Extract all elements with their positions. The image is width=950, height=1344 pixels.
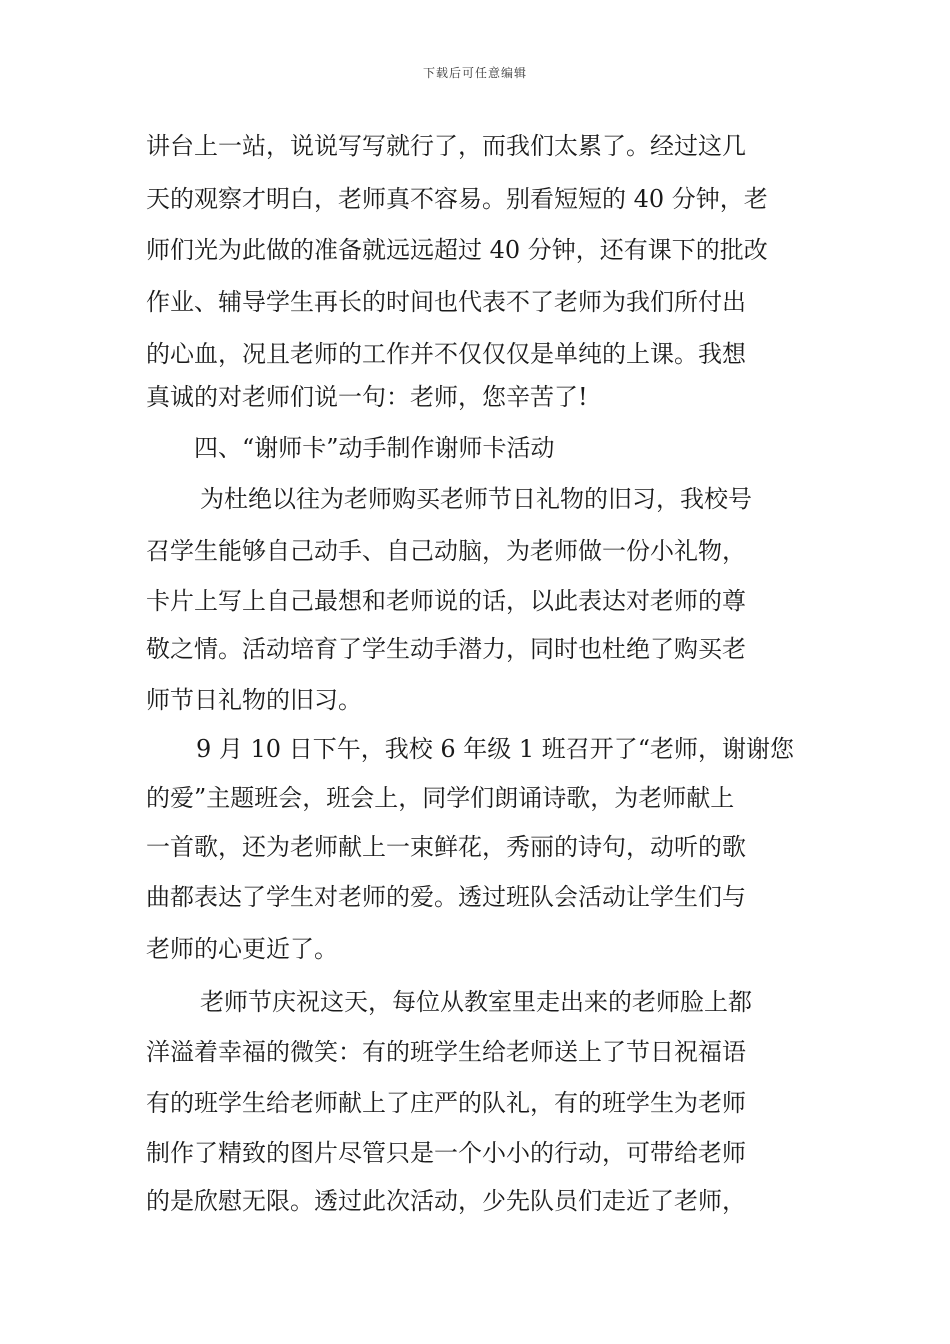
- text-line: 一首歌，还为老师献上一束鲜花，秀丽的诗句，动听的歌: [146, 833, 746, 861]
- text-line: 师们光为此做的准备就远远超过 40 分钟，还有课下的批改: [146, 236, 768, 264]
- text-line: 讲台上一站，说说写写就行了，而我们太累了。经过这几: [146, 132, 746, 160]
- text-line: 有的班学生给老师献上了庄严的队礼，有的班学生为老师: [146, 1089, 746, 1117]
- text-line: 敬之情。活动培育了学生动手潜力，同时也杜绝了购买老: [146, 635, 746, 663]
- text-line: 老师节庆祝这天，每位从教室里走出来的老师脸上都: [200, 988, 752, 1016]
- text-line: 老师的心更近了。: [146, 935, 338, 963]
- text-line: 制作了精致的图片尽管只是一个小小的行动，可带给老师: [146, 1139, 746, 1167]
- section-heading: 四、“谢师卡”动手制作谢师卡活动: [194, 434, 555, 462]
- text-line: 的是欣慰无限。透过此次活动，少先队员们走近了老师，: [146, 1187, 746, 1215]
- text-line: 的心血，况且老师的工作并不仅仅仅是单纯的上课。我想: [146, 340, 746, 368]
- text-line: 天的观察才明白，老师真不容易。别看短短的 40 分钟，老: [146, 185, 768, 213]
- text-line: 卡片上写上自己最想和老师说的话，以此表达对老师的尊: [146, 587, 746, 615]
- text-line: 为杜绝以往为老师购买老师节日礼物的旧习，我校号: [200, 485, 752, 513]
- page-header: 下载后可任意编辑: [422, 66, 527, 80]
- text-line: 真诚的对老师们说一句：老师，您辛苦了!: [146, 383, 588, 411]
- text-line: 洋溢着幸福的微笑：有的班学生给老师送上了节日祝福语: [146, 1038, 746, 1066]
- text-line: 召学生能够自己动手、自己动脑，为老师做一份小礼物，: [146, 537, 746, 565]
- text-line: 作业、辅导学生再长的时间也代表不了老师为我们所付出: [146, 288, 746, 316]
- text-line: 师节日礼物的旧习。: [146, 686, 362, 714]
- text-line: 的爱”主题班会，班会上，同学们朗诵诗歌，为老师献上: [146, 784, 735, 812]
- text-line: 9 月 10 日下午，我校 6 年级 1 班召开了“老师，谢谢您: [196, 735, 795, 763]
- text-line: 曲都表达了学生对老师的爱。透过班队会活动让学生们与: [146, 883, 746, 911]
